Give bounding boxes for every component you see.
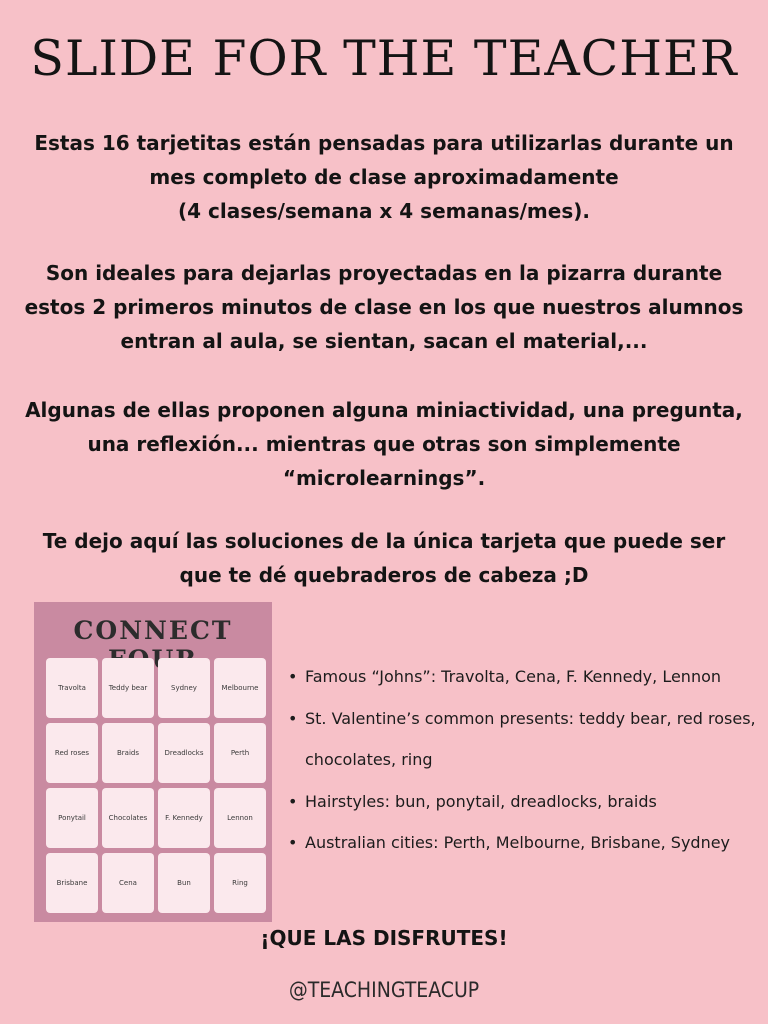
bullet-icon: • xyxy=(288,833,298,852)
card-tile: Travolta xyxy=(46,658,98,718)
activities-paragraph: Algunas de ellas proponen alguna miniactividad, una pregunta, una reflexión... mientras que otras son simplemente “microlearnings”. xyxy=(25,398,743,490)
bullet-icon: • xyxy=(288,708,298,728)
page-title: SLIDE FOR THE TEACHER xyxy=(30,30,738,87)
card-tile: F. Kennedy xyxy=(158,788,210,848)
card-tile: Lennon xyxy=(214,788,266,848)
card-tile: Melbourne xyxy=(214,658,266,718)
solution-text: Australian cities: Perth, Melbourne, Brisbane, Sydney xyxy=(305,833,731,852)
card-tile: Bun xyxy=(158,853,210,913)
bullet-icon: • xyxy=(288,667,298,686)
card-grid xyxy=(46,658,266,913)
card-tile: Red roses xyxy=(46,723,98,783)
connect-four-card xyxy=(34,602,272,922)
card-tile: Ring xyxy=(214,853,266,913)
card-tile: Dreadlocks xyxy=(158,723,210,783)
solutions-list xyxy=(288,656,758,864)
solution-item xyxy=(288,698,758,781)
closing-message: ¡QUE LAS DISFRUTES! xyxy=(260,926,508,950)
card-tile: Perth xyxy=(214,723,266,783)
card-tile: Chocolates xyxy=(102,788,154,848)
solution-text: Famous “Johns”: Travolta, Cena, F. Kennedy, Lennon xyxy=(305,667,722,686)
card-tile: Teddy bear xyxy=(102,658,154,718)
bullet-icon: • xyxy=(288,791,298,811)
solution-item xyxy=(288,822,758,864)
solution-item xyxy=(288,781,758,823)
usage-paragraph: Son ideales para dejarlas proyectadas en la pizarra durante estos 2 primeros minutos de clase en los que nuestros alumnos entran al aula, se sientan, sacan el material,... xyxy=(24,261,744,353)
solution-text: Hairstyles: bun, ponytail, dreadlocks, braids xyxy=(305,791,657,811)
card-tile: Ponytail xyxy=(46,788,98,848)
solutions-intro-paragraph: Te dejo aquí las soluciones de la única tarjeta que puede ser que te dé quebraderos de cabeza ;D xyxy=(42,529,726,587)
solution-item xyxy=(288,656,758,698)
card-tile: Brisbane xyxy=(46,853,98,913)
card-tile: Braids xyxy=(102,723,154,783)
card-tile: Sydney xyxy=(158,658,210,718)
card-title: CONNECT xyxy=(73,616,233,645)
social-handle: @TEACHINGTEACUP xyxy=(288,978,480,1002)
intro-paragraph: Estas 16 tarjetitas están pensadas para utilizarlas durante un mes completo de clase aproximadamente (4 clases/semana x 4 semanas/mes). xyxy=(34,131,734,223)
card-tile: Cena xyxy=(102,853,154,913)
solution-text: St. Valentine’s common presents: teddy bear, red roses, chocolates, ring xyxy=(305,708,756,769)
